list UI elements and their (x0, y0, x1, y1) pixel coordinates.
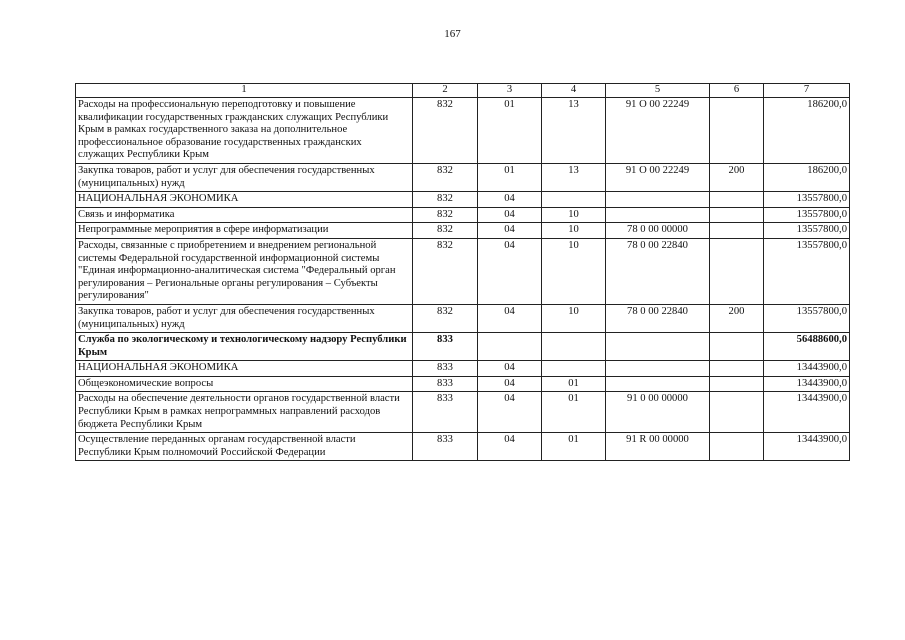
grbs-cell: 832 (413, 304, 478, 332)
name-cell: Непрограммные мероприятия в сфере информатизации (76, 223, 413, 239)
grbs-cell: 833 (413, 333, 478, 361)
subsection-cell: 10 (542, 223, 606, 239)
amount-cell: 13557800,0 (764, 238, 850, 304)
expense-type-cell (710, 392, 764, 433)
table-row (76, 433, 850, 461)
amount-cell: 13557800,0 (764, 304, 850, 332)
subsection-cell: 10 (542, 304, 606, 332)
expense-type-cell (710, 333, 764, 361)
target-article-cell: 78 0 00 22840 (606, 304, 710, 332)
table-row (76, 207, 850, 223)
name-cell: НАЦИОНАЛЬНАЯ ЭКОНОМИКА (76, 361, 413, 377)
subsection-cell: 10 (542, 238, 606, 304)
subsection-cell: 10 (542, 207, 606, 223)
grbs-cell: 833 (413, 376, 478, 392)
header-cell-2: 2 (413, 84, 478, 98)
subsection-cell (542, 192, 606, 208)
amount-cell: 13557800,0 (764, 192, 850, 208)
amount-cell: 56488600,0 (764, 333, 850, 361)
header-cell-4: 4 (542, 84, 606, 98)
table-row (76, 223, 850, 239)
budget-table (75, 83, 850, 461)
table-row (76, 304, 850, 332)
section-cell: 01 (478, 98, 542, 164)
expense-type-cell (710, 376, 764, 392)
target-article-cell: 91 R 00 00000 (606, 433, 710, 461)
expense-type-cell (710, 207, 764, 223)
grbs-cell: 832 (413, 192, 478, 208)
grbs-cell: 832 (413, 238, 478, 304)
expense-type-cell: 200 (710, 163, 764, 191)
grbs-cell: 833 (413, 433, 478, 461)
section-cell: 04 (478, 433, 542, 461)
target-article-cell: 78 0 00 22840 (606, 238, 710, 304)
grbs-cell: 832 (413, 207, 478, 223)
target-article-cell: 91 О 00 22249 (606, 98, 710, 164)
grbs-cell: 832 (413, 163, 478, 191)
table-body (76, 98, 850, 461)
table-row (76, 361, 850, 377)
target-article-cell (606, 207, 710, 223)
section-cell: 04 (478, 392, 542, 433)
expense-type-cell: 200 (710, 304, 764, 332)
section-cell: 04 (478, 361, 542, 377)
table-row (76, 163, 850, 191)
subsection-cell (542, 361, 606, 377)
header-cell-5: 5 (606, 84, 710, 98)
amount-cell: 13443900,0 (764, 433, 850, 461)
target-article-cell: 78 0 00 00000 (606, 223, 710, 239)
name-cell: Общеэкономические вопросы (76, 376, 413, 392)
page-number: 167 (444, 28, 461, 40)
table-row (76, 192, 850, 208)
name-cell: Закупка товаров, работ и услуг для обеспечения государственных (муниципальных) нужд (76, 163, 413, 191)
grbs-cell: 832 (413, 98, 478, 164)
amount-cell: 186200,0 (764, 163, 850, 191)
section-cell (478, 333, 542, 361)
amount-cell: 186200,0 (764, 98, 850, 164)
name-cell: Расходы, связанные с приобретением и внедрением региональной системы Федеральной государственной информационной системы "Единая информационно-аналитическая система "Федеральный орган регулирования – Региональные органы регулирования – Субъекты регулирования" (76, 238, 413, 304)
target-article-cell (606, 376, 710, 392)
expense-type-cell (710, 433, 764, 461)
subsection-cell: 13 (542, 98, 606, 164)
target-article-cell: 91 О 00 22249 (606, 163, 710, 191)
table-row (76, 392, 850, 433)
header-row (76, 84, 850, 98)
grbs-cell: 832 (413, 223, 478, 239)
name-cell: Служба по экологическому и технологическому надзору Республики Крым (76, 333, 413, 361)
name-cell: Осуществление переданных органам государственной власти Республики Крым полномочий Российской Федерации (76, 433, 413, 461)
section-cell: 04 (478, 304, 542, 332)
grbs-cell: 833 (413, 392, 478, 433)
expense-type-cell (710, 223, 764, 239)
table-row (76, 376, 850, 392)
subsection-cell: 13 (542, 163, 606, 191)
table-row (76, 333, 850, 361)
table-row (76, 98, 850, 164)
section-cell: 04 (478, 207, 542, 223)
expense-type-cell (710, 192, 764, 208)
name-cell: Закупка товаров, работ и услуг для обеспечения государственных (муниципальных) нужд (76, 304, 413, 332)
header-cell-3: 3 (478, 84, 542, 98)
name-cell: Расходы на профессиональную переподготовку и повышение квалификации государственных гражданских служащих Республики Крым в рамках государственного заказа на дополнительное профессиональное образование государственных гражданских служащих Республики Крым (76, 98, 413, 164)
grbs-cell: 833 (413, 361, 478, 377)
section-cell: 04 (478, 223, 542, 239)
amount-cell: 13557800,0 (764, 223, 850, 239)
amount-cell: 13443900,0 (764, 376, 850, 392)
section-cell: 04 (478, 376, 542, 392)
section-cell: 04 (478, 238, 542, 304)
expense-type-cell (710, 361, 764, 377)
header-cell-7: 7 (764, 84, 850, 98)
section-cell: 01 (478, 163, 542, 191)
section-cell: 04 (478, 192, 542, 208)
subsection-cell: 01 (542, 376, 606, 392)
expense-type-cell (710, 98, 764, 164)
table-row (76, 238, 850, 304)
target-article-cell (606, 361, 710, 377)
header-cell-6: 6 (710, 84, 764, 98)
name-cell: Связь и информатика (76, 207, 413, 223)
amount-cell: 13443900,0 (764, 361, 850, 377)
subsection-cell (542, 333, 606, 361)
expense-type-cell (710, 238, 764, 304)
name-cell: НАЦИОНАЛЬНАЯ ЭКОНОМИКА (76, 192, 413, 208)
target-article-cell: 91 0 00 00000 (606, 392, 710, 433)
subsection-cell: 01 (542, 433, 606, 461)
subsection-cell: 01 (542, 392, 606, 433)
target-article-cell (606, 192, 710, 208)
target-article-cell (606, 333, 710, 361)
amount-cell: 13443900,0 (764, 392, 850, 433)
header-cell-1: 1 (76, 84, 413, 98)
amount-cell: 13557800,0 (764, 207, 850, 223)
name-cell: Расходы на обеспечение деятельности органов государственной власти Республики Крым в рамках непрограммных направлений расходов бюджета Республики Крым (76, 392, 413, 433)
